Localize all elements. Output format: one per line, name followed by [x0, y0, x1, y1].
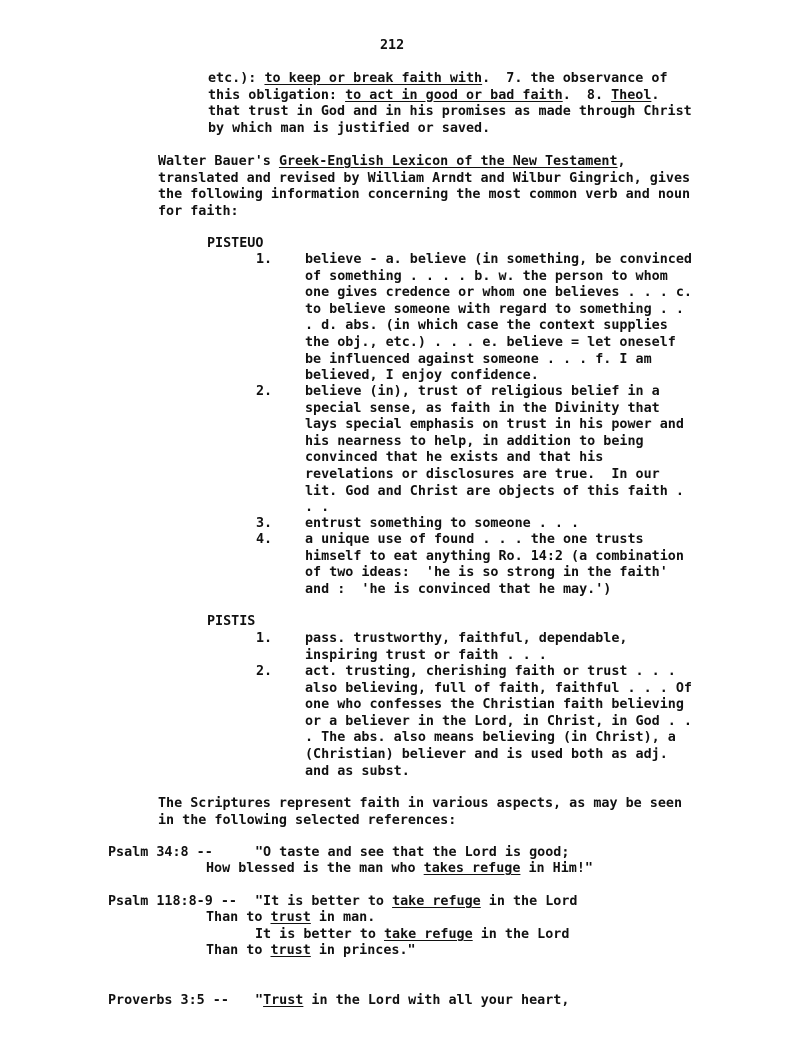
text-run: in princes.": [310, 943, 416, 958]
underlined-text: trust: [270, 910, 311, 925]
text-line: believe - a. believe (in something, be convinced: [305, 252, 692, 267]
text-run: that trust in God and in his promises as made through Christ: [208, 104, 692, 120]
text-line: believed, I enjoy confidence.: [305, 368, 539, 384]
intro-definition-block: [208, 71, 692, 137]
text-run: ,: [617, 154, 626, 169]
text-line: [208, 71, 692, 88]
text-line: [158, 204, 690, 221]
text-line: [208, 104, 692, 121]
text-run: "It is better to: [255, 894, 393, 909]
text-run: etc.):: [208, 71, 265, 86]
text-line: [158, 154, 690, 171]
text-line: to believe someone with regard to something . .: [305, 301, 684, 317]
psalm-118-reference: Psalm 118:8-9 --: [108, 894, 237, 909]
text-line: The Scriptures represent faith in various aspects, as may be seen: [158, 796, 683, 811]
text-run: by which man is justified or saved.: [208, 120, 491, 136]
text-run: the following information concerning the most common verb and noun: [158, 187, 691, 203]
text-line: convinced that he exists and that his: [305, 450, 604, 466]
text-run: in man.: [310, 910, 376, 925]
text-line: one who confesses the Christian faith believing: [305, 697, 684, 713]
text-line: himself to eat anything Ro. 14:2 (a combination: [305, 548, 684, 564]
text-line: a unique use of found . . . the one trusts: [305, 532, 644, 547]
text-line: and as subst.: [305, 763, 410, 779]
text-run: for faith:: [158, 203, 239, 219]
pistis-item-number: 2.: [256, 664, 273, 679]
psalm-118-quote-line: [206, 943, 416, 960]
text-run: . 8.: [562, 87, 612, 103]
underlined-text: Trust: [263, 993, 304, 1008]
text-run: in the Lord: [472, 927, 570, 942]
text-line: his nearness to help, in addition to being: [305, 433, 644, 449]
text-line: pass. trustworthy, faithful, dependable,: [305, 631, 628, 646]
text-line: [208, 121, 692, 138]
text-run: in the Lord with all your heart,: [303, 993, 570, 1008]
underlined-text: Greek-English Lexicon of the New Testament: [278, 154, 618, 169]
text-line: . d. abs. (in which case the context supplies: [305, 318, 668, 334]
underlined-text: takes refuge: [423, 861, 521, 876]
text-line: special sense, as faith in the Divinity that: [305, 400, 660, 416]
text-run: Than to: [206, 943, 271, 958]
pisteuo-item-text: [305, 532, 684, 598]
text-line: . .: [305, 500, 330, 516]
psalm-34-quote-line: [206, 861, 593, 878]
text-line: revelations or disclosures are true. In our: [305, 466, 660, 482]
text-line: the obj., etc.) . . . e. believe = let oneself: [305, 334, 676, 350]
text-run: translated and revised by William Arndt and Wilbur Gingrich, gives: [158, 170, 691, 186]
pisteuo-item-number: 1.: [256, 252, 273, 267]
text-line: one gives credence or whom one believes . . . c.: [305, 285, 692, 301]
pisteuo-item-number: 2.: [256, 384, 273, 399]
pisteuo-heading: PISTEUO: [207, 236, 264, 251]
pisteuo-item-text: [305, 384, 684, 517]
text-line: lit. God and Christ are objects of this faith .: [305, 483, 684, 499]
page-number: 212: [380, 38, 405, 53]
psalm-118-quote-line: [255, 927, 569, 944]
underlined-text: take refuge: [384, 927, 473, 942]
underlined-text: to act in good or bad faith: [345, 87, 563, 103]
proverbs-reference: Proverbs 3:5 --: [108, 993, 229, 1008]
text-line: [158, 187, 690, 204]
pistis-heading: PISTIS: [207, 614, 256, 629]
text-line: of something . . . . b. w. the person to whom: [305, 268, 668, 284]
psalm-34-quote-line: [255, 845, 569, 862]
pistis-item-text: [305, 664, 692, 780]
text-run: It is better to: [255, 927, 384, 942]
underlined-text: Theol: [611, 87, 652, 103]
text-line: in the following selected references:: [158, 812, 457, 828]
text-line: act. trusting, cherishing faith or trust . . .: [305, 664, 676, 679]
pisteuo-item-text: [305, 516, 579, 533]
text-run: . 7. the observance of: [482, 71, 668, 86]
text-line: [158, 171, 690, 188]
text-line: (Christian) believer and is used both as adj.: [305, 746, 668, 762]
text-line: of two ideas: 'he is so strong in the faith': [305, 565, 668, 581]
text-line: [208, 88, 692, 105]
bauer-paragraph: [158, 154, 690, 220]
pistis-item-text: [305, 631, 627, 664]
underlined-text: take refuge: [392, 894, 481, 909]
text-line: entrust something to someone . . .: [305, 516, 580, 531]
text-line: or a believer in the Lord, in Christ, in God . .: [305, 713, 692, 729]
text-line: believe (in), trust of religious belief in a: [305, 384, 660, 399]
proverbs-quote-line: [255, 993, 569, 1010]
text-run: Than to: [206, 910, 271, 925]
text-line: inspiring trust or faith . . .: [305, 647, 547, 663]
pisteuo-item-text: [305, 252, 692, 385]
text-line: also believing, full of faith, faithful . . . Of: [305, 680, 692, 696]
underlined-text: to keep or break faith with: [264, 71, 483, 86]
text-run: .: [651, 87, 660, 103]
psalm-34-reference: Psalm 34:8 --: [108, 845, 213, 860]
text-run: ": [255, 993, 264, 1008]
text-line: be influenced against someone . . . f. I am: [305, 351, 652, 367]
scripture-intro: [108, 796, 682, 829]
underlined-text: trust: [270, 943, 311, 958]
text-run: How blessed is the man who: [206, 861, 424, 876]
text-run: Walter Bauer's: [158, 154, 279, 169]
text-line: and : 'he is convinced that he may.'): [305, 581, 612, 597]
pistis-item-number: 1.: [256, 631, 273, 646]
psalm-118-quote-line: [206, 910, 375, 927]
text-line: . The abs. also means believing (in Christ), a: [305, 730, 676, 746]
text-run: this obligation:: [208, 87, 346, 103]
pisteuo-item-number: 4.: [256, 532, 273, 547]
text-line: lays special emphasis on trust in his power and: [305, 417, 684, 433]
text-run: "O taste and see that the Lord is good;: [255, 845, 570, 860]
psalm-118-quote-line: [255, 894, 578, 911]
text-run: in Him!": [520, 861, 593, 876]
text-run: in the Lord: [480, 894, 578, 909]
pisteuo-item-number: 3.: [256, 516, 273, 531]
